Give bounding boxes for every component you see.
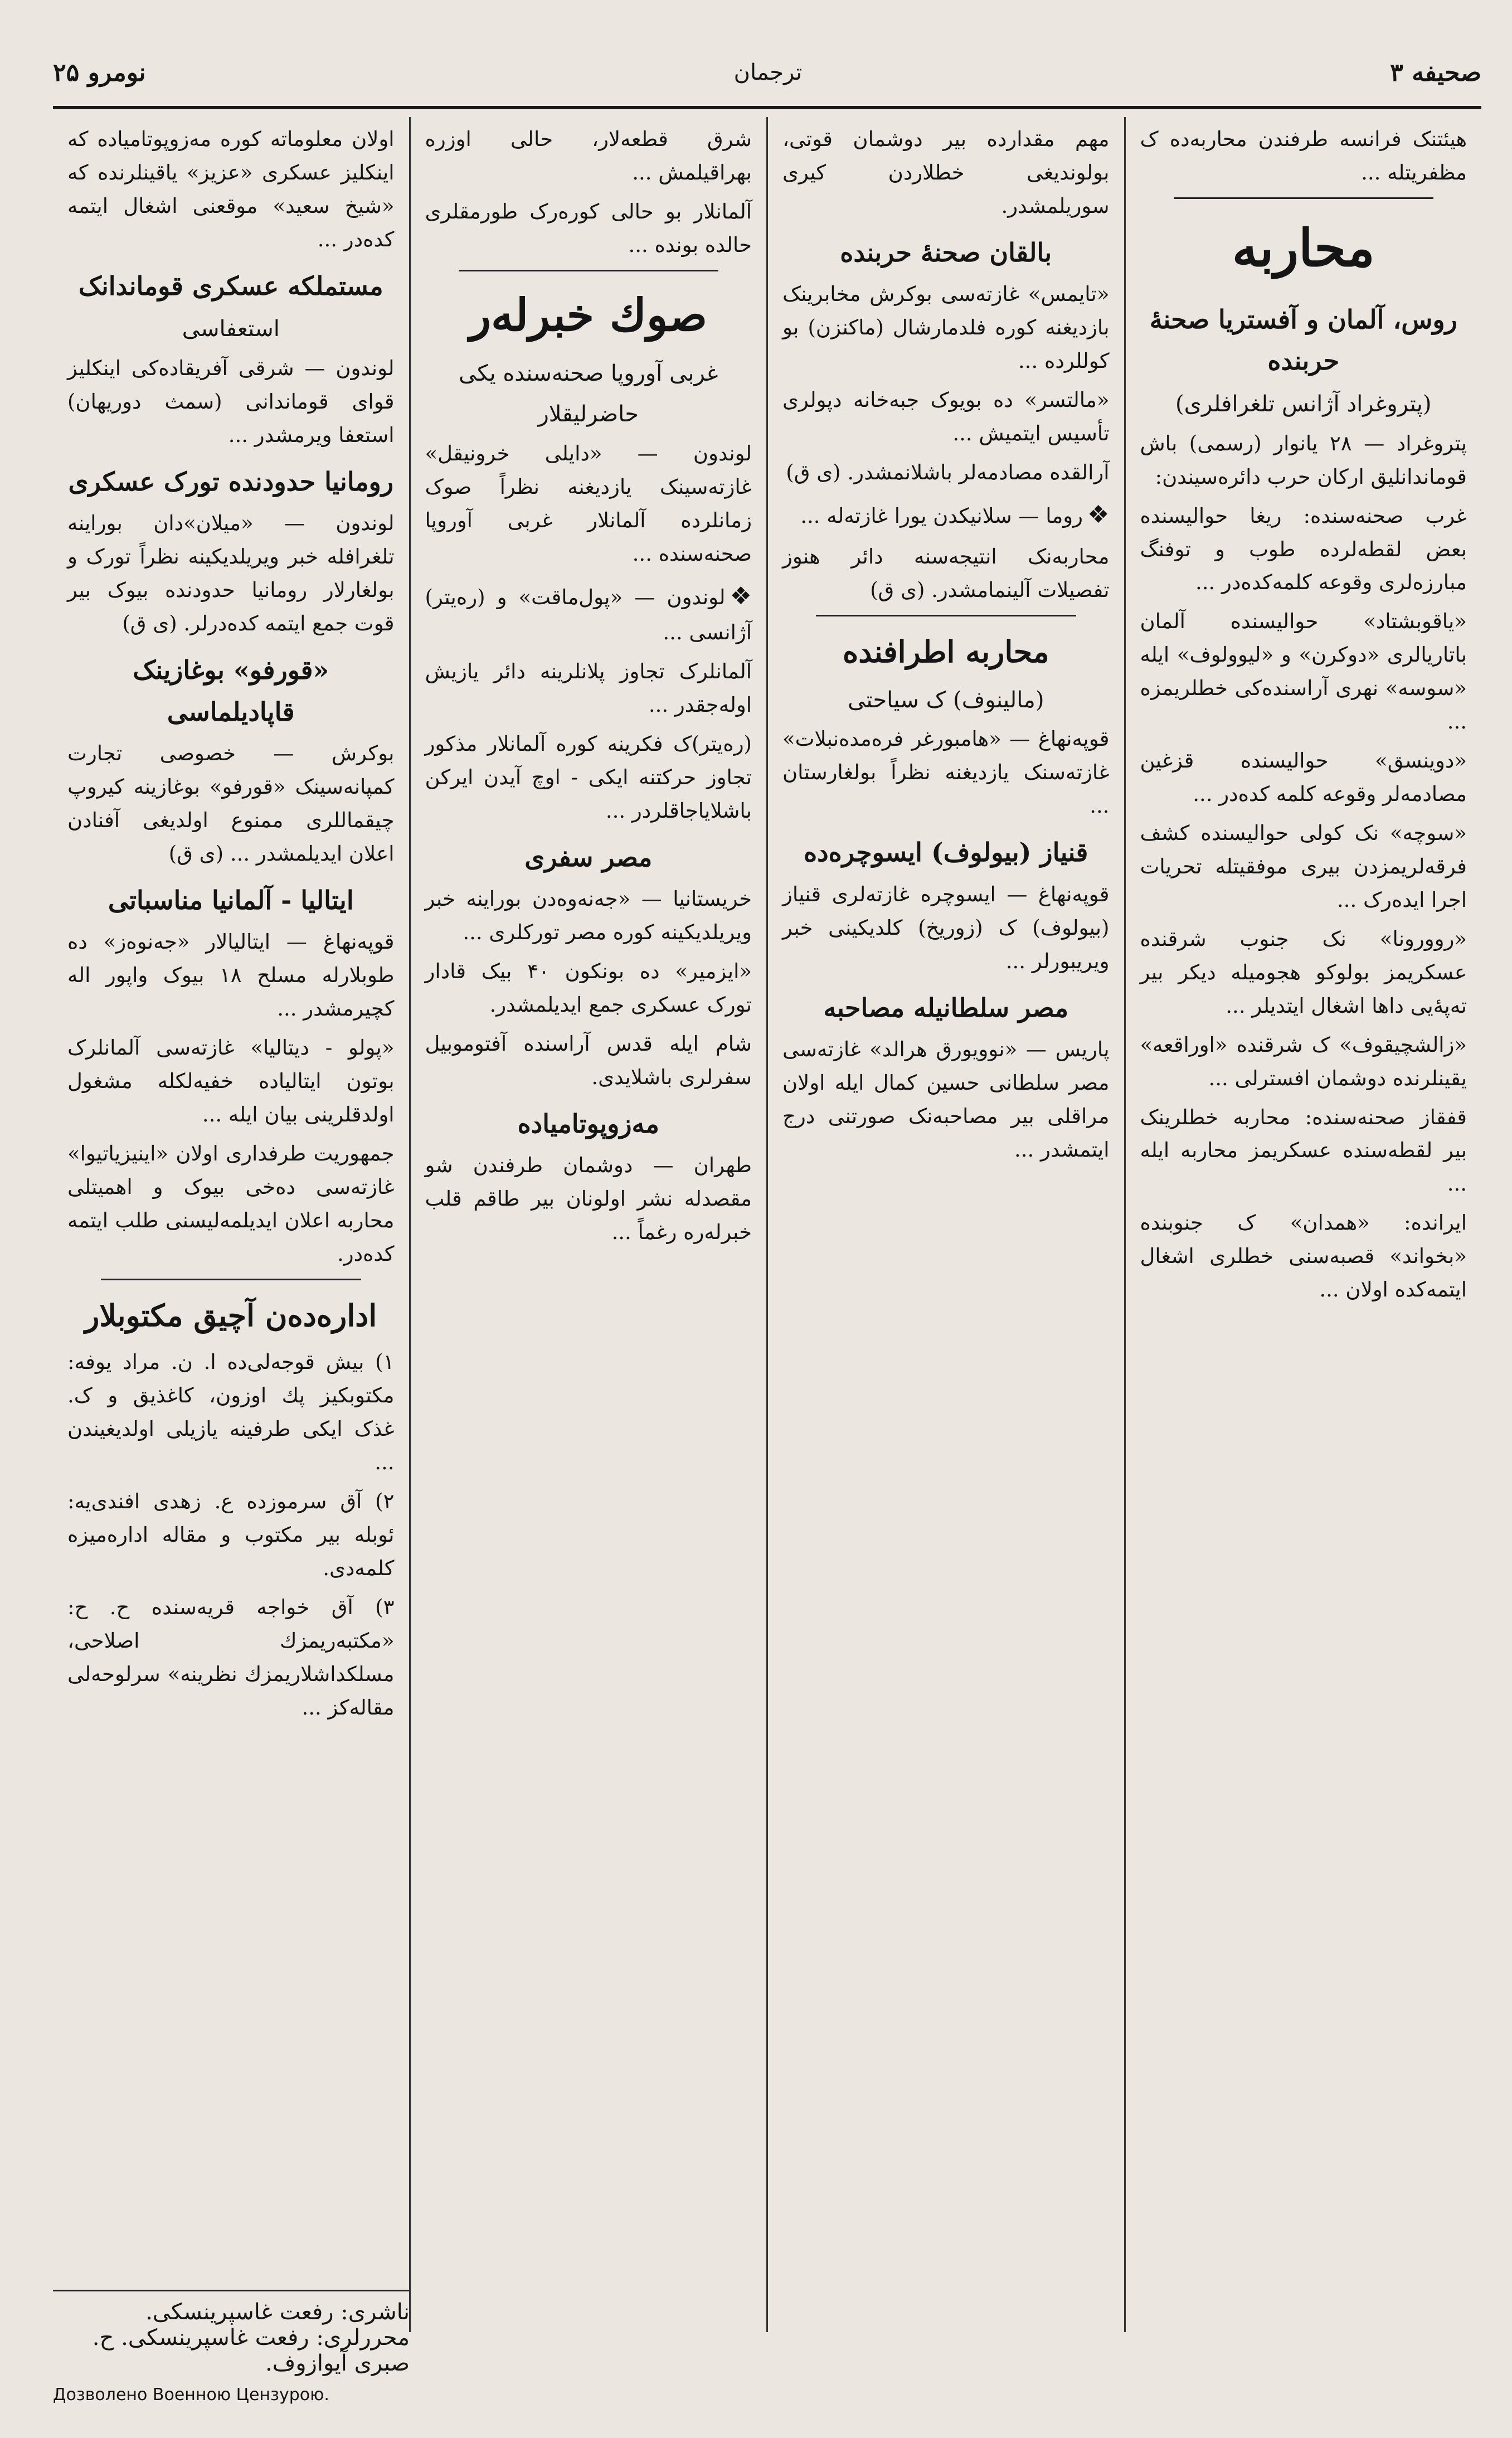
paragraph: قوپه‌نهاغ — ایتالیالار «جه‌نوه‌ز» ده طوبلارله مسلح ۱۸ بیوک واپور اله کچیرمشدر ... [67, 930, 395, 1021]
divider [459, 270, 719, 271]
subheading: «قورفو» بوغازینک قاپادیلماسی [133, 655, 329, 727]
paragraph: آرالقده مصادمه‌لر باشلانمشدر. (ی ق) [786, 460, 1110, 485]
paragraph: شرق قطعه‌لار، حالی اوزره بهراقیلمش ... [425, 127, 752, 184]
paragraph: بوکرش — خصوصی تجارت کمپانه‌سینک «قورفو» بوغازینه کیروپ چیقماللری ممنوع اولدیغی آفنادن اعلان ایدیلمشدر ... (ی ق) [67, 741, 395, 866]
editors-label: محررلری: [316, 2325, 410, 2350]
paragraph: مهم مقدارده بیر دوشمان قوتی، بولوندیغی خطلاردن کیری سوریلمشدر. [782, 127, 1110, 218]
paragraph: محاربه‌نک انتیجه‌سنه دائر هنوز تفصیلات آلینمامشدر. (ی ق) [782, 545, 1110, 603]
column-2 [766, 117, 1124, 2332]
paragraph: «سوچه» نک کولی حوالیسنده کشف فرقه‌لریمزدن بیری موفقیتله تحریات اجرا ایده‌رک ... [1140, 821, 1467, 912]
paragraph: «دوینسق» حوالیسنده قزغین مصادمه‌لر وقوعه کلمه کده‌در ... [1140, 749, 1467, 807]
page-number: صحیفه ۳ [1390, 58, 1481, 87]
paragraph: طهران — دوشمان طرفندن شو مقصدله نشر اولونان بیر طاقم قلب خبرله‌ره رغماً ... [425, 1153, 752, 1245]
paragraph [782, 495, 1110, 535]
paragraph: ایرانده: «همدان» ک جنوبنده «بخواند» قصبه‌سنی خطلری اشغال ایتمه‌کده اولان ... [1140, 1211, 1467, 1302]
subheading: استعفاسی [182, 316, 280, 342]
paragraph: لوندون — شرقی آفریقاده‌کی اینکلیز قوای قوماندانی (سمث دوریهان) استعفا ویرمشدر ... [67, 356, 395, 447]
subheading: مصر سفری [524, 842, 653, 872]
masthead-title: ترجمان [733, 60, 803, 85]
section-heading-latest-news: صوك خبرله‌ر [469, 288, 708, 341]
subheading: حاضرلیقلار [538, 401, 639, 428]
column-3 [409, 117, 767, 2332]
imprint [53, 2290, 410, 2405]
editors-line [53, 2325, 410, 2376]
paragraph: «روورونا» نک جنوب شرقنده عسکریمز بولوکو هجومیله دیکر بیر ته‌پهٔ‌یی داها اشغال ایتدیلر ... [1140, 926, 1467, 1018]
divider [816, 615, 1076, 616]
paragraph: ۲) آق سرموزده‌ ع. زهدی افندی‌یه: ئوبله بیر مکتوب و مقاله اداره‌میزه کلمه‌دی. [67, 1489, 395, 1580]
section-heading: اداره‌ده‌ن آچیق مکتوبلار [85, 1297, 377, 1333]
paragraph: شام ایله قدس آراسنده آفتوموبیل سفرلری باشلایدی. [425, 1031, 752, 1089]
divider [1174, 197, 1434, 199]
issue-number: نومرو ۲۵ [53, 58, 146, 87]
columns [53, 117, 1481, 2332]
subheading: (مالینوف) ک سیاحتی [848, 687, 1044, 713]
paragraph-text: روما — سلانیکدن یورا غازته‌له ... [800, 503, 1083, 528]
paragraph: قوپه‌نهاغ — ایسوچره غازته‌لری قنیاز (بیولوف) ک (زوریخ) کلدیکینی خبر ویریبورلر ... [782, 882, 1110, 973]
paragraph: «زالشچیقوف» ک شرقنده «اوراقعه» یقینلرنده دوشمان افسترلی ... [1140, 1032, 1467, 1090]
ornament-icon: ❖ [730, 581, 752, 610]
subheading: رومانیا حدودنده تورک عسکری [68, 466, 393, 497]
paragraph: قوپه‌نهاغ — «هامبورغر فره‌مده‌نبلات» غازته‌سنک یازدیغنه نظراً بولغارستان ... [782, 727, 1110, 818]
paragraph: «تایمس» غازته‌سی بوکرش مخابرینک بازدیغنه کوره فلدمارشال (ماکنزن) بو کوللرده ... [782, 282, 1110, 373]
censor-note: Дозволено Военною Цензурою. [53, 2385, 329, 2405]
subheading: مستملکه عسکری قوماندانک [78, 270, 383, 301]
column-4 [53, 117, 409, 2332]
paragraph [425, 576, 752, 649]
section-heading: محاربه اطرافنده [842, 634, 1049, 670]
section-heading-war: محاربه [1232, 217, 1375, 278]
editor-name: ح. صبری آیوازوف. [92, 2325, 410, 2376]
paragraph: اولان معلوماته کوره مه‌زوپوتامیاده‌ که اینکلیز عسکری «عزیز» یاقینلرنده‌ که «شیخ سعید» موقعنی اشغال ایتمه کده‌در ... [67, 127, 395, 251]
paragraph: آلمانلار بو حالی کوره‌رک طورمقلری حالده بونده‌ ... [425, 199, 752, 257]
publisher-line: ناشری: رفعت غاسپرینسکی. [145, 2299, 410, 2325]
paragraph: هیئتنک فرانسه طرفندن محاربه‌ده ک مظفریتله ... [1140, 127, 1467, 184]
paragraph: لوندون — «میلان»دان بوراینه تلغرافله خبر ویریلدیکینه نظراً تورک و بولغارلار رومانیا حدودنده بیوک بیر قوت جمع ایتمه کده‌درلر. (ی ق) [67, 511, 395, 636]
paragraph: غرب صحنه‌سنده: ریغا حوالیسنده بعض لقطه‌لرده طوب و توفنگ مبارزه‌لری وقوعه کلمه‌کده‌در ... [1140, 503, 1467, 595]
paragraph: آلمانلرک تجاوز پلانلرینه دائر یازیش اوله‌جقدر ... [425, 659, 752, 717]
paragraph: پتروغراد — ۲۸ یانوار (رسمی) باش قوماندانلیق ارکان حرب دائره‌سیندن: [1140, 431, 1467, 489]
paragraph: «پولو - دیتالیا» غازته‌سی آلمانلرک بوتون ایتالیاده خفیه‌لکله مشغول اولدقلرینی بیان ایله ... [67, 1036, 395, 1127]
subheading: بالقان صحنهٔ حربنده [840, 237, 1052, 268]
subheading-note: (پتروغراد آژانس تلغرافلری) [1175, 391, 1432, 417]
paragraph: (ره‌یتر)ک فکرینه کوره آلمانلار مذکور تجاوز حرکتنه ایکی - اوچ آیدن ایرکن باشلایاجاقلردر ... [425, 731, 752, 823]
paragraph: ۱) بیش قوجه‌لی‌ده‌ ا. ن. مراد یوفه: مکتوبکیز پك اوزون، کاغذیق و ک. غذک ایکی طرفینه یازیلی اولدیغیندن ... [67, 1350, 395, 1475]
subheading: ایتالیا - آلمانیا مناسباتی [108, 885, 354, 915]
subheading: قنیاز (بیولوف) ایسوچره‌ده [804, 837, 1088, 868]
column-1 [1124, 117, 1482, 2332]
paragraph-text: لوندون — «پول‌ماقت» و (ره‌یتر) آژانسی ... [425, 585, 752, 644]
page-header [53, 39, 1481, 109]
paragraph: لوندون — «دایلی خرونیقل» غازته‌سینک یازدیغنه نظراً صوک زمانلرده آلمانلار غربی آوروپا صحنه‌سنده ... [425, 441, 752, 566]
subheading: غربی آوروپا صحنه‌سنده یکی [459, 361, 718, 387]
paragraph: جمهوریت طرفداری اولان «اینیزیاتیوا» غازته‌سی ده‌خی بیوک و اهمیتلی محاربه اعلان ایدیلمه‌لیسنی طلب ایتمه کده‌در. [67, 1142, 395, 1266]
paragraph: «یاقوبشتاد» حوالیسنده آلمان باتاریالری «دوکرن» و «لیوولوف» ایله «سوسه» نهری آراسنده‌کی خطلریمزه ... [1140, 609, 1467, 734]
ornament-icon: ❖ [1087, 500, 1110, 529]
paragraph: «ایزمیر» ده بونکون ۴۰ بیک قادار تورک عسکری جمع ایدیلمشدر. [425, 959, 752, 1017]
paragraph: پاریس — «نوویورق هرالد» غازته‌سی مصر سلطانی حسین کمال ایله اولان مراقلی بیر مصاحبه‌نک صورتنی درج ایتمشدر ... [782, 1037, 1110, 1162]
subheading: مصر سلطانیله مصاحبه [823, 992, 1069, 1023]
editor-name: رفعت غاسپرینسکی. [121, 2325, 309, 2350]
subheading: روس، آلمان و آفستریا صحنهٔ حربنده [1149, 304, 1457, 376]
paragraph: قفقاز صحنه‌سنده: محاربه خطلرینک بیر لقطه‌سنده عسکریمز محاربه ایله ... [1140, 1105, 1467, 1196]
paragraph: ۳) آق خواجه‌ قریه‌سنده ح. ح: «مکتبه‌ریمزك اصلاحی، مسلکداشلاریمزك نظرینه» سرلوحه‌لی مقاله‌کز ... [67, 1595, 395, 1720]
paragraph: «مالتسر» ده بویوک جبه‌خانه دپولری تأسیس ایتمیش ... [782, 388, 1110, 446]
divider [101, 1279, 361, 1280]
subheading: مه‌زوپوتامیاده [517, 1108, 659, 1139]
paragraph: خریستانیا — «جه‌نه‌وه‌دن بوراینه خبر ویریلدیکینه کوره مصر تورکلری ... [425, 887, 752, 945]
